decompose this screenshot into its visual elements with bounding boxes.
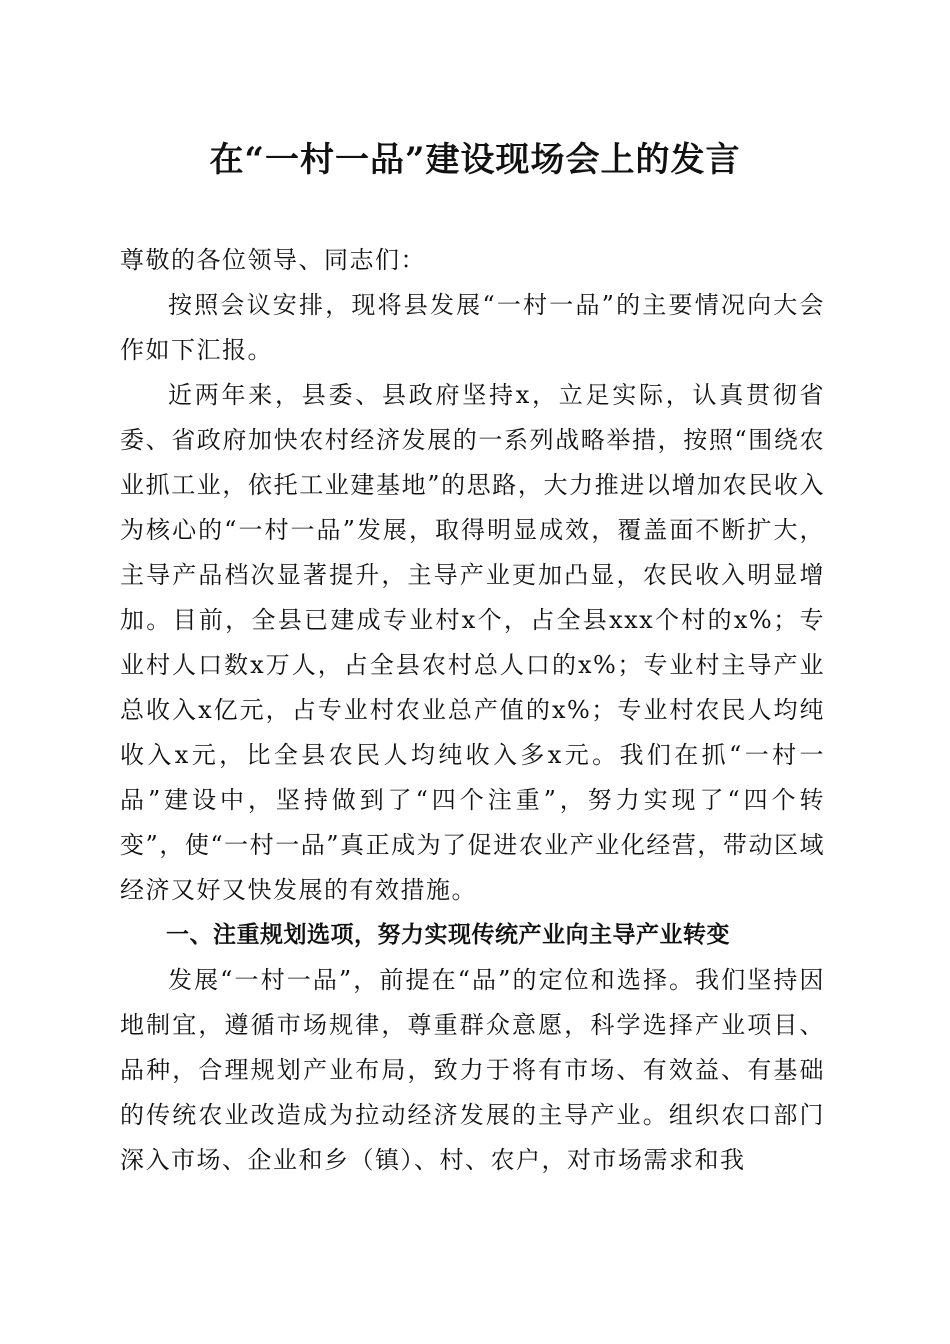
paragraph-overview: 近两年来，县委、县政府坚持x，立足实际，认真贯彻省委、省政府加快农村经济发展的一系列战略举措，按照“围绕农业抓工业，依托工业建基地”的思路，大力推进以增加农民收入为核心的“一村一品”发展，取得明显成效，覆盖面不断扩大，主导产品档次显著提升，主导产业更加凸显，农民收入明显增加。目前，全县已建成专业村x个，占全县xxx个村的x%；专业村人口数x万人，占全县农村总人口的x%；专业村主导产业总收入x亿元，占专业村农业总产值的x%；专业村农民人均纯收入x元，比全县农民人均纯收入多x元。我们在抓“一村一品”建设中，坚持做到了“四个注重”，努力实现了“四个转变”，使“一村一品”真正成为了促进农业产业化经营，带动区域经济又好又快发展的有效措施。: [120, 381, 825, 904]
paragraph-intro: 按照会议安排，现将县发展“一村一品”的主要情况向大会作如下汇报。: [120, 291, 825, 364]
section-heading: 一、注重规划选项，努力实现传统产业向主导产业转变: [166, 922, 730, 948]
document-title: 在“一村一品”建设现场会上的发言: [209, 140, 741, 180]
salutation: 尊敬的各位领导、同志们：: [120, 246, 426, 274]
document-body: [120, 238, 825, 1183]
paragraph-section-1: 发展“一村一品”，前提在“品”的定位和选择。我们坚持因地制宜，遵循市场规律，尊重群众意愿，科学选择产业项目、品种，合理规划产业布局，致力于将有市场、有效益、有基础的传统农业改造成为拉动经济发展的主导产业。组织农口部门深入市场、企业和乡（镇）、村、农户，对市场需求和我: [120, 966, 825, 1174]
